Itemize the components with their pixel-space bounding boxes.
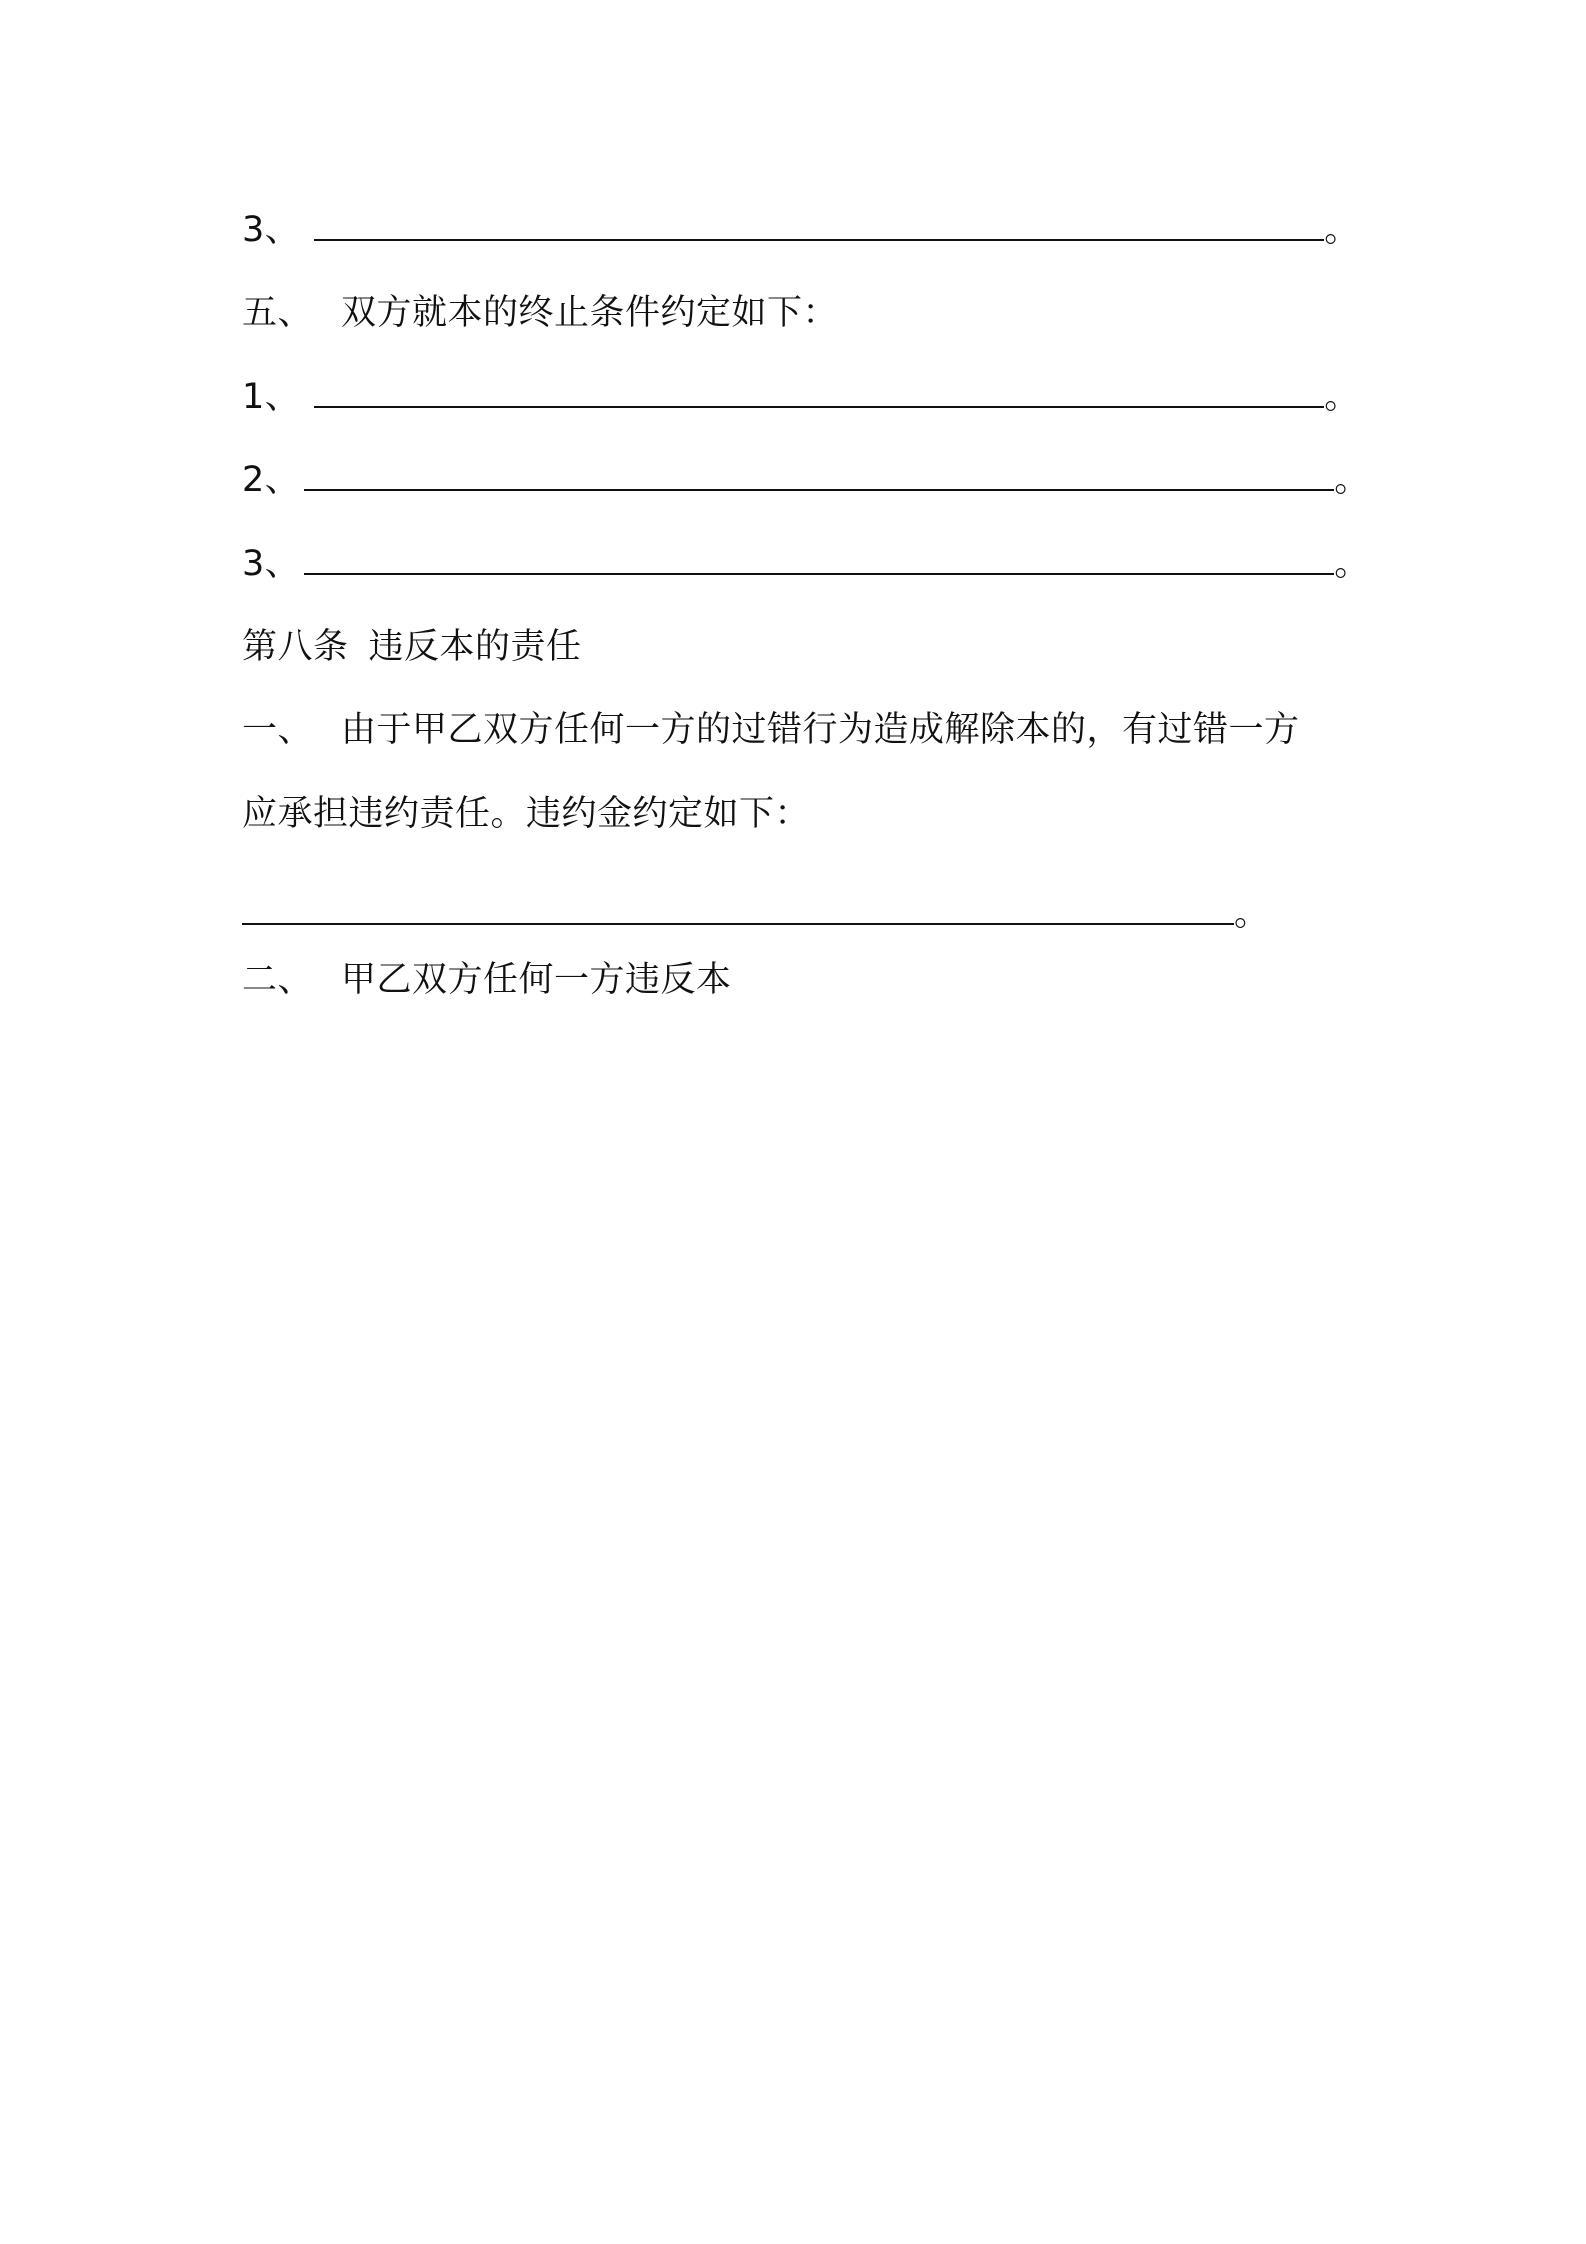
period: 。 — [1334, 460, 1370, 500]
section-heading-5 — [242, 291, 838, 335]
item-number: 1、 — [242, 377, 301, 417]
clause-text: 甲乙双方任何一方违反本 — [341, 960, 732, 1000]
liability-clause-2 — [242, 958, 732, 1002]
clause-text: 由于甲乙双方任何一方的过错行为造成解除本的，有过错一方 — [341, 710, 1300, 750]
liability-clause-1-continued — [242, 792, 810, 836]
fill-in-blank[interactable] — [304, 459, 1334, 491]
heading-number: 五、 — [242, 293, 314, 333]
termination-item-2 — [242, 458, 1370, 502]
period: 。 — [1324, 377, 1360, 417]
fill-in-blank[interactable] — [314, 209, 1324, 241]
article-number: 第八条 — [242, 627, 349, 667]
item-number: 3、 — [242, 210, 301, 250]
article-heading — [242, 625, 582, 669]
fill-in-blank[interactable] — [314, 376, 1324, 408]
heading-text: 双方就本的终止条件约定如下： — [341, 293, 839, 333]
item-number: 2、 — [242, 460, 301, 500]
termination-item-3 — [242, 542, 1370, 586]
clause-text: 应承担违约责任。违约金约定如下： — [242, 794, 811, 834]
penalty-blank-line — [242, 892, 1270, 936]
fill-in-blank[interactable] — [304, 543, 1334, 575]
fill-in-blank[interactable] — [242, 893, 1234, 925]
period: 。 — [1324, 210, 1360, 250]
termination-item-1 — [242, 375, 1360, 419]
item-number: 3、 — [242, 544, 301, 584]
liability-clause-1 — [242, 708, 1300, 752]
heading-number: 二、 — [242, 960, 314, 1000]
heading-number: 一、 — [242, 710, 314, 750]
period: 。 — [1234, 894, 1270, 934]
article-title: 违反本的责任 — [368, 627, 582, 667]
clause-item-3 — [242, 208, 1360, 252]
period: 。 — [1334, 544, 1370, 584]
